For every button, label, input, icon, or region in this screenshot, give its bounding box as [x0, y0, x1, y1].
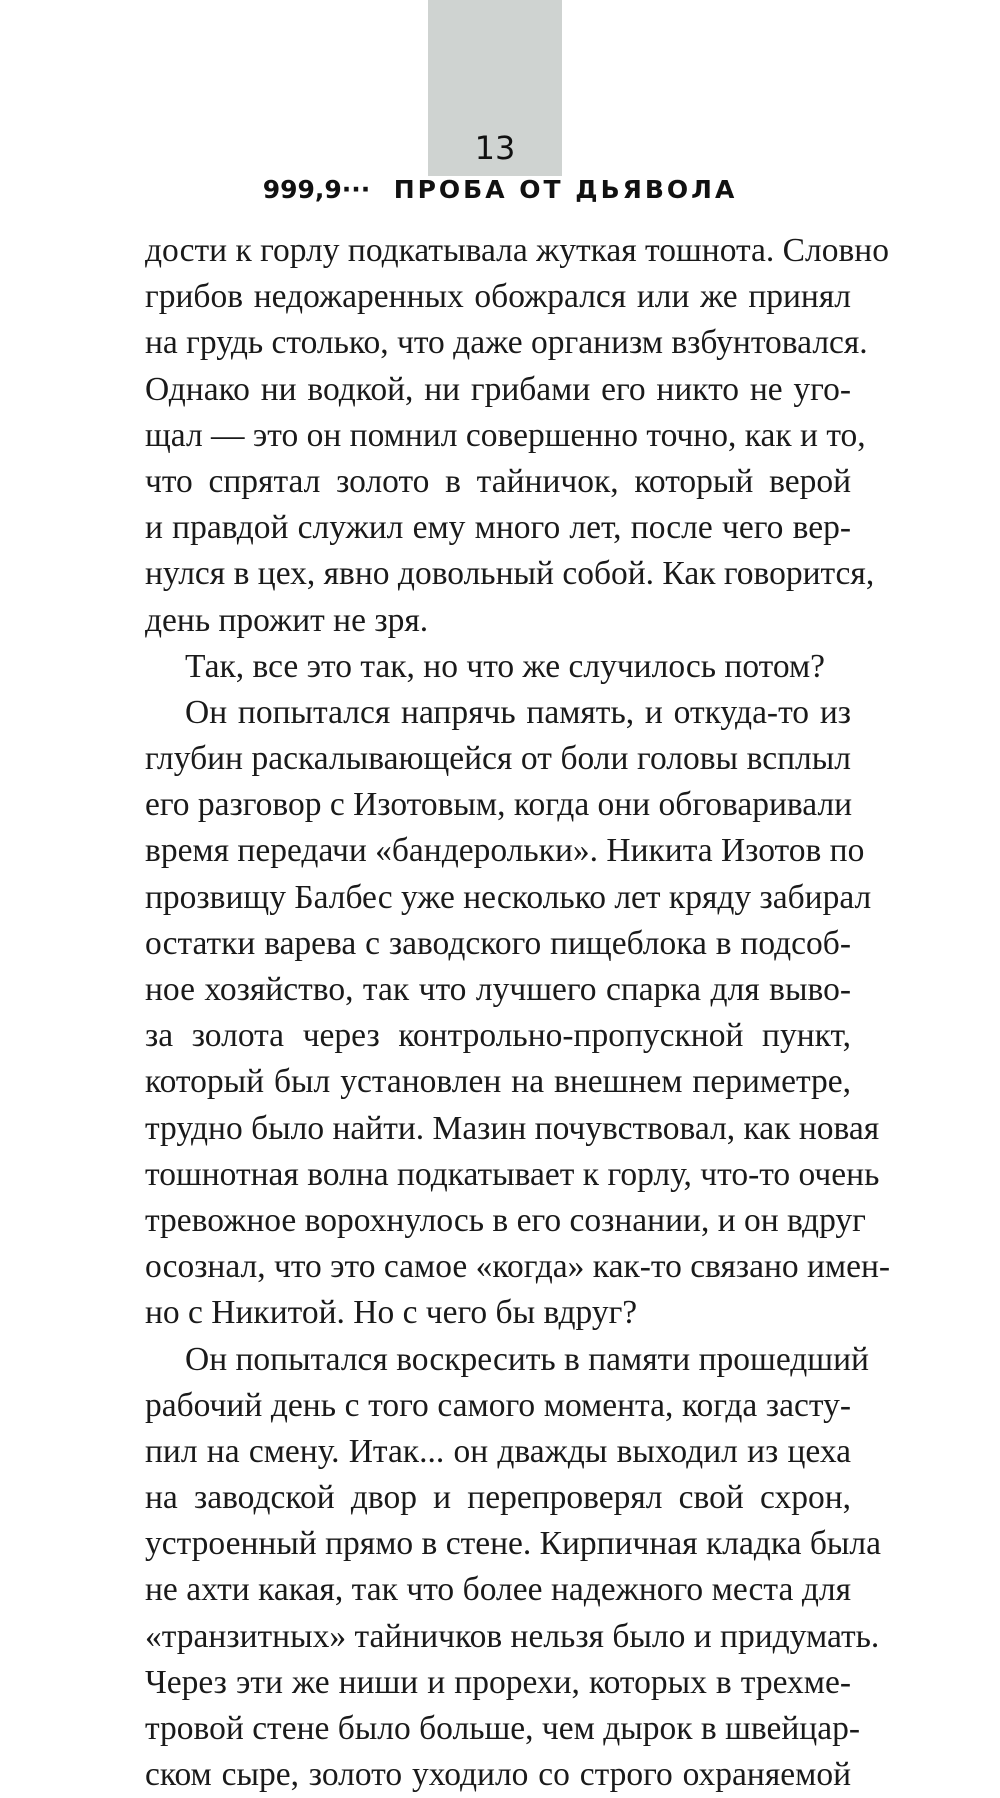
text-line: время передачи «бандерольки». Никита Изотов по	[145, 832, 865, 870]
text-line: дости к горлу подкатывала жуткая тошнота. Словно	[145, 232, 889, 269]
text-line: рабочий день с того самого момента, когда засту-	[145, 1386, 851, 1424]
text-line: осознал, что это самое «когда» как-то связано имен-	[145, 1248, 891, 1286]
text-line: глубин раскалывающейся от боли головы всплыл	[145, 740, 851, 778]
text-line: ное хозяйство, так что лучшего спарка для выво-	[145, 971, 851, 1008]
paragraph-start: Он попытался напрячь память, и откуда-то из	[185, 693, 851, 731]
text-line: на заводской двор и перепроверял свой схрон,	[145, 1479, 851, 1517]
running-title	[0, 172, 1000, 208]
text-line: что спрятал золото в тайничок, который верой	[145, 462, 851, 500]
page-number: 13	[474, 129, 516, 167]
text-line: его разговор с Изотовым, когда они обговаривали	[145, 786, 853, 824]
text-line: тровой стене было больше, чем дырок в швейцар-	[145, 1710, 860, 1747]
text-line: нулся в цех, явно довольный собой. Как говорится,	[145, 555, 875, 593]
text-line: день прожит не зря.	[145, 601, 429, 639]
text-line: остатки варева с заводского пищеблока в подсоб-	[145, 924, 851, 962]
text-line: «транзитных» тайничков нельзя было и придумать.	[145, 1617, 880, 1655]
text-line: Однако ни водкой, ни грибами его никто не уго-	[145, 370, 851, 408]
text-line: тошнотная волна подкатывает к горлу, что-то очень	[145, 1155, 880, 1193]
text-line: тревожное ворохнулось в его сознании, и он вдруг	[145, 1201, 866, 1239]
text-line: который был установлен на внешнем периметре,	[145, 1063, 851, 1101]
text-line: устроенный прямо в стене. Кирпичная кладка была	[145, 1525, 882, 1563]
running-title-number: 999,9···	[262, 175, 371, 204]
text-line: не ахти какая, так что более надежного места для	[145, 1571, 851, 1609]
text-line: Через эти же ниши и прорехи, которых в трехме-	[145, 1663, 851, 1701]
text-line: щал — это он помнил совершенно точно, как и то,	[145, 416, 866, 454]
text-line: трудно было найти. Мазин почувствовал, как новая	[145, 1109, 880, 1147]
text-line: пил на смену. Итак... он дважды выходил из цеха	[145, 1432, 851, 1470]
text-line: но с Никитой. Но с чего бы вдруг?	[145, 1294, 638, 1332]
paragraph-start: Так, все это так, но что же случилось потом?	[185, 647, 826, 685]
running-title-text: ПРОБА ОТ ДЬЯВОЛА	[393, 175, 738, 204]
text-line: и правдой служил ему много лет, после чего вер-	[145, 509, 851, 547]
text-line: ском сыре, золото уходило со строго охраняемой	[145, 1756, 851, 1794]
text-line: на грудь столько, что даже организм взбунтовался.	[145, 324, 868, 362]
text-line: за золота через контрольно-пропускной пункт,	[145, 1017, 851, 1055]
text-line: грибов недожаренных обожрался или же принял	[145, 278, 851, 316]
paragraph-start: Он попытался воскресить в памяти прошедший	[185, 1340, 869, 1378]
body-text	[145, 228, 891, 1798]
text-line: прозвищу Балбес уже несколько лет кряду забирал	[145, 878, 872, 916]
